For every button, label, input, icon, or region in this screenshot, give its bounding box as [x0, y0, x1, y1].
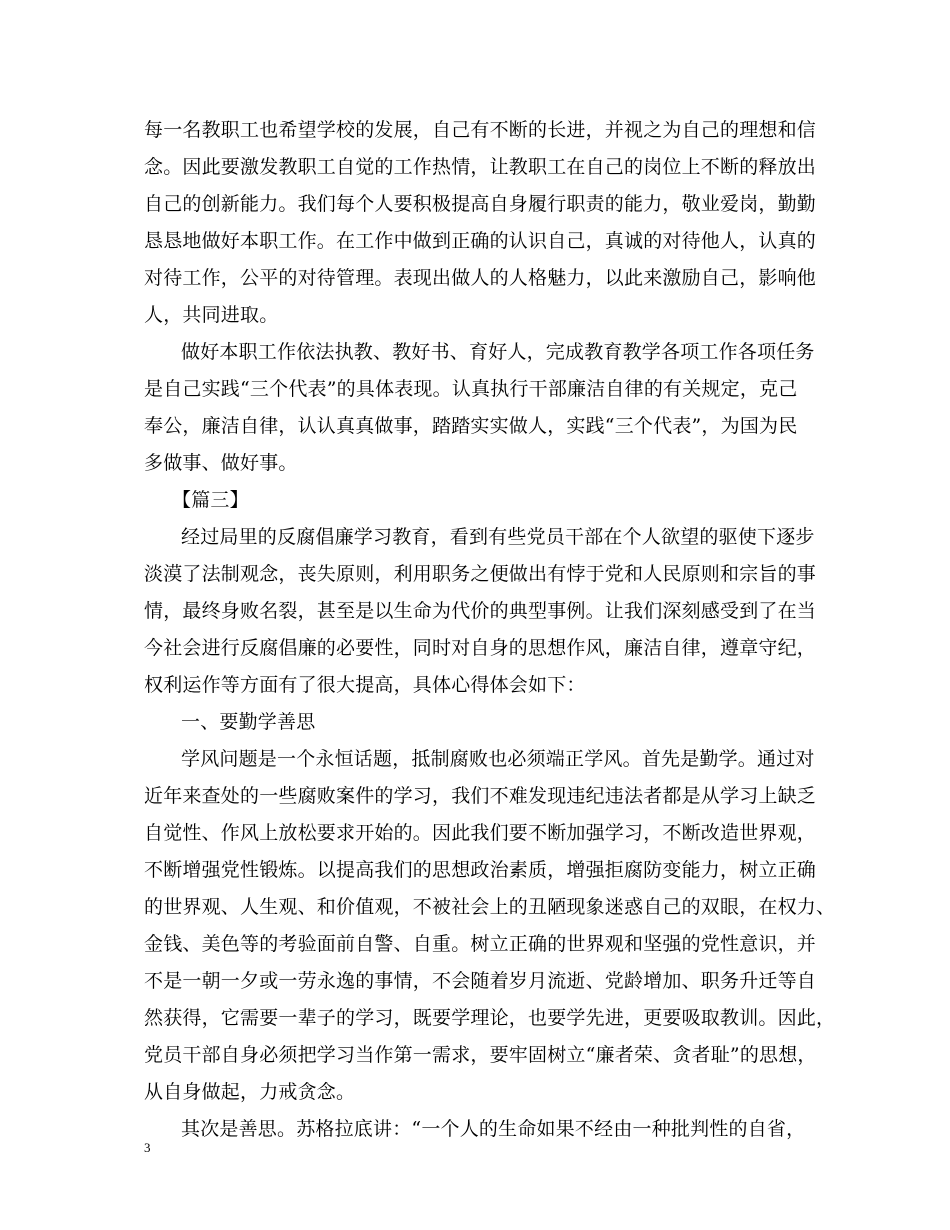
text-line: 淡漠了法制观念，丧失原则，利用职务之便做出有悖于党和人民原则和宗旨的事	[144, 563, 817, 585]
text-line: 不断增强党性锻炼。以提高我们的思想政治素质，增强拒腐防变能力，树立正确	[144, 859, 817, 881]
text-line: 自己的创新能力。我们每个人要积极提高自身履行职责的能力，敬业爱岗，勤勤	[144, 193, 817, 215]
text-line: 然获得，它需要一辈子的学习，既要学理论，也要学先进，更要吸取教训。因此，	[144, 1007, 836, 1029]
text-line: 的世界观、人生观、和价值观，不被社会上的丑陋现象迷惑自己的双眼，在权力、	[144, 896, 836, 918]
text-line: 近年来查处的一些腐败案件的学习，我们不难发现违纪违法者都是从学习上缺乏	[144, 785, 817, 807]
text-line: 权利运作等方面有了很大提高，具体心得体会如下：	[144, 674, 586, 696]
text-line: 念。因此要激发教职工自觉的工作热情，让教职工在自己的岗位上不断的释放出	[144, 156, 817, 178]
text-line: 自觉性、作风上放松要求开始的。因此我们要不断加强学习，不断改造世界观，	[144, 822, 817, 844]
text-line: 今社会进行反腐倡廉的必要性，同时对自身的思想作风，廉洁自律，遵章守纪，	[144, 637, 817, 659]
text-line: 对待工作，公平的对待管理。表现出做人的人格魅力，以此来激励自己，影响他	[144, 267, 817, 289]
text-line: 金钱、美色等的考验面前自警、自重。树立正确的世界观和坚强的党性意识，并	[144, 933, 817, 955]
text-line: 不是一朝一夕或一劳永逸的事情，不会随着岁月流逝、党龄增加、职务升迁等自	[144, 970, 817, 992]
text-line: 经过局里的反腐倡廉学习教育，看到有些党员干部在个人欲望的驱使下逐步	[181, 526, 815, 548]
section-heading: 【篇三】	[172, 489, 249, 511]
page-number: 3	[144, 1140, 151, 1155]
text-line: 多做事、做好事。	[144, 452, 298, 474]
text-line: 每一名教职工也希望学校的发展，自己有不断的长进，并视之为自己的理想和信	[144, 119, 817, 141]
text-line: 奉公，廉洁自律，认认真真做事，踏踏实实做人，实践“三个代表”，为国为民	[144, 415, 798, 437]
subheading: 一、要勤学善思	[181, 711, 316, 733]
text-line: 恳恳地做好本职工作。在工作中做到正确的认识自己，真诚的对待他人，认真的	[144, 230, 817, 252]
text-line: 学风问题是一个永恒话题，抵制腐败也必须端正学风。首先是勤学。通过对	[181, 748, 815, 770]
text-line: 从自身做起，力戒贪念。	[144, 1081, 356, 1103]
text-line: 做好本职工作依法执教、教好书、育好人，完成教育教学各项工作各项任务	[181, 341, 815, 363]
text-line: 人，共同进取。	[144, 304, 279, 326]
text-line: 党员干部自身必须把学习当作第一需求，要牢固树立“廉者荣、贪者耻”的思想，	[144, 1044, 817, 1066]
text-line: 是自己实践“三个代表”的具体表现。认真执行干部廉洁自律的有关规定，克己	[144, 378, 798, 400]
text-line: 其次是善思。苏格拉底讲：“一个人的生命如果不经由一种批判性的自省，	[181, 1118, 806, 1140]
text-line: 情，最终身败名裂，甚至是以生命为代价的典型事例。让我们深刻感受到了在当	[144, 600, 817, 622]
